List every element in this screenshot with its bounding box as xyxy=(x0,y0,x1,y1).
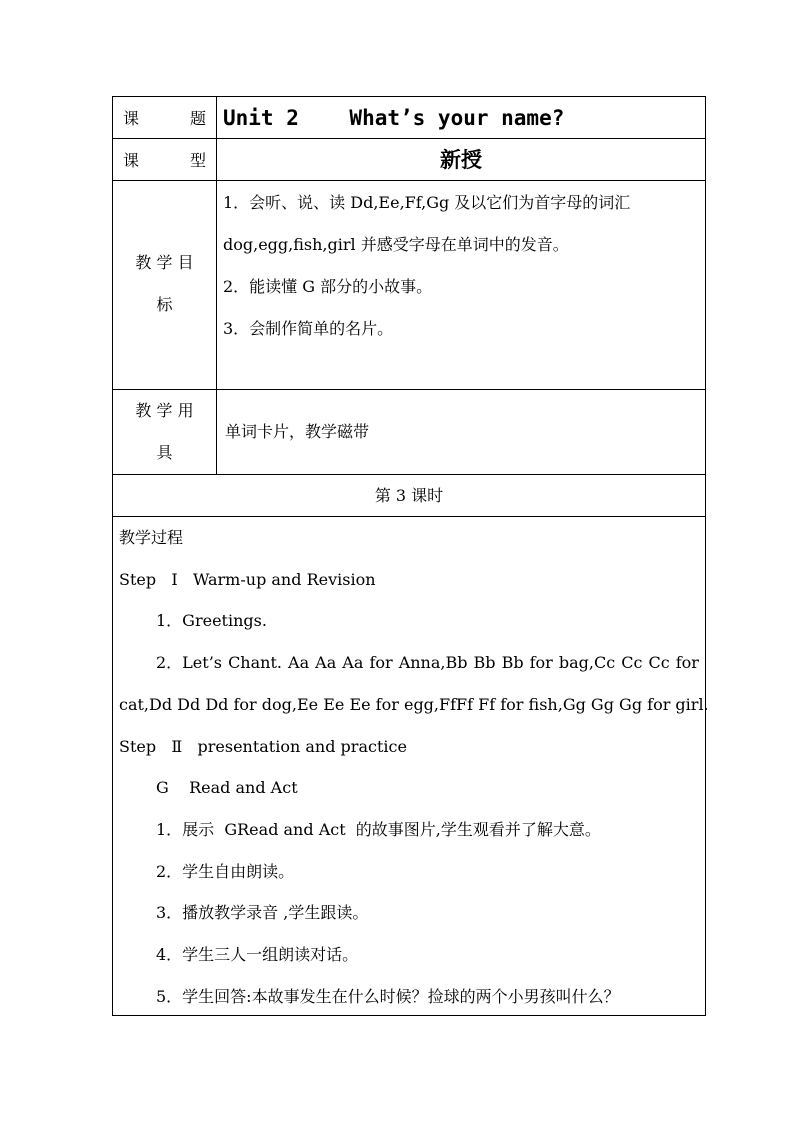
process-item: 5．学生回答:本故事发生在什么时候？捡球的两个小男孩叫什么？ xyxy=(156,986,620,1006)
greetings-item: 1．Greetings. xyxy=(156,611,267,631)
chant-line-1 xyxy=(119,642,699,684)
goals-label xyxy=(113,181,217,389)
lesson-plan-table xyxy=(112,96,709,1016)
lesson-row xyxy=(113,475,705,517)
chant-word: 2．Let’s xyxy=(156,653,223,673)
type-row xyxy=(113,139,705,181)
goals-label-line-2: 标 xyxy=(156,295,173,314)
chant-word: Bb xyxy=(473,653,496,673)
chant-word: Bb xyxy=(501,653,524,673)
lesson-type: 新授 xyxy=(440,147,482,172)
type-label-char-2: 型 xyxy=(189,151,206,170)
process-item: 3．播放教学录音 ,学生跟读。 xyxy=(156,903,369,923)
tools-label-line-2: 具 xyxy=(156,443,173,462)
section-g-heading: G Read and Act xyxy=(156,778,298,798)
unit-title: Unit 2 What’s your name? xyxy=(223,106,565,130)
chant-word: for xyxy=(529,653,553,673)
process-item: 4．学生三人一组朗读对话。 xyxy=(156,945,359,965)
chant-word: for xyxy=(369,653,393,673)
topic-label xyxy=(113,97,217,138)
goal-line: 3．会制作简单的名片。 xyxy=(223,319,394,338)
process-item: 2．学生自由朗读。 xyxy=(156,861,295,881)
chant-word: Aa xyxy=(342,653,364,673)
chant-word: Aa xyxy=(288,653,310,673)
chant-word: bag,Cc xyxy=(558,653,616,673)
chant-word: Anna,Bb xyxy=(398,653,468,673)
chant-line-2: cat,Dd Dd Dd for dog,Ee Ee Ee for egg,FfFf Ff for fish,Gg Gg Gg for girl. xyxy=(119,694,709,714)
chant-word: for xyxy=(675,653,699,673)
chant-word: Aa xyxy=(315,653,337,673)
teaching-process xyxy=(113,517,709,1015)
process-item: 1．展示 GRead and Act 的故事图片,学生观看并了解大意。 xyxy=(156,819,601,839)
type-label xyxy=(113,139,217,180)
lesson-number: 第 3 课时 xyxy=(374,486,444,505)
tools-label-line-1: 教 学 用 xyxy=(135,401,194,420)
process-heading: 教学过程 xyxy=(119,528,184,547)
goal-line: dog,egg,fish,girl 并感受字母在单词中的发音。 xyxy=(223,235,569,254)
topic-label-char-1: 课 xyxy=(123,109,140,128)
chant-word: Chant. xyxy=(228,653,282,673)
goal-line: 1．会听、说、读 Dd,Ee,Ff,Gg 及以它们为首字母的词汇 xyxy=(223,193,631,212)
teaching-tools: 单词卡片，教学磁带 xyxy=(225,422,370,441)
chant-word: Cc xyxy=(621,653,643,673)
topic-label-char-2: 题 xyxy=(189,109,206,128)
tools-label xyxy=(113,390,217,474)
step-2-heading: Step Ⅱ presentation and practice xyxy=(119,736,407,756)
goals-list xyxy=(217,181,705,389)
goals-row xyxy=(113,181,705,390)
goal-line: 2．能读懂 G 部分的小故事。 xyxy=(223,277,433,296)
tools-row xyxy=(113,390,705,475)
goals-label-line-1: 教 学 目 xyxy=(135,253,194,272)
topic-row xyxy=(113,97,705,139)
chant-word: Cc xyxy=(648,653,670,673)
type-label-char-1: 课 xyxy=(123,151,140,170)
step-1-heading: Step Ⅰ Warm-up and Revision xyxy=(119,569,376,589)
